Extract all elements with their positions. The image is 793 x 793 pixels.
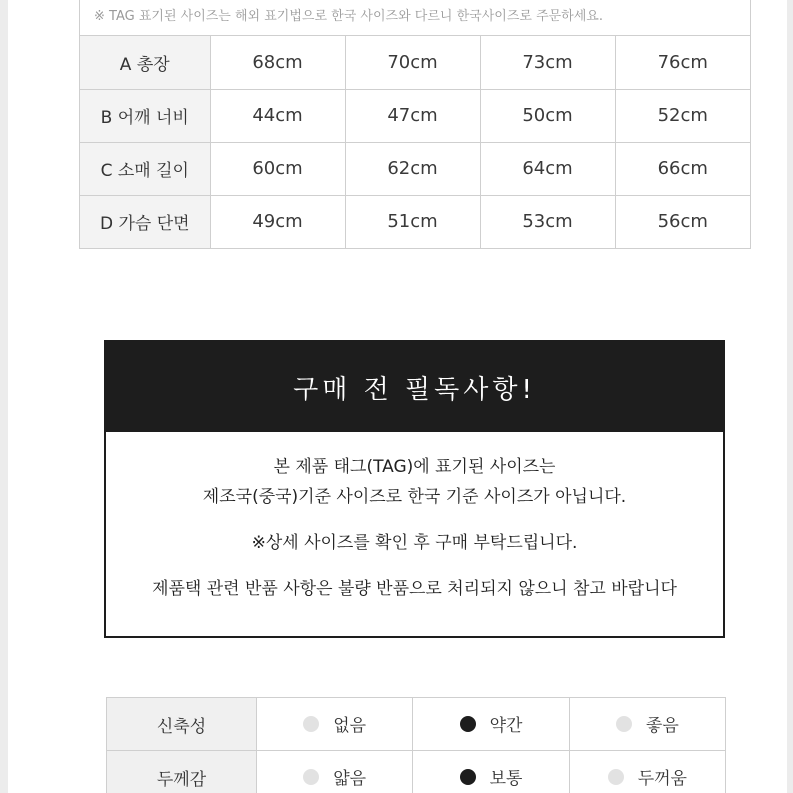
radio-dot-icon [303,716,319,732]
size-cell: 70cm [345,36,480,89]
size-cell: 76cm [615,36,750,89]
size-row-label: A 총장 [80,36,210,89]
size-note: ※ TAG 표기된 사이즈는 해외 표기법으로 한국 사이즈와 다르니 한국사이즈로 주문하세요. [80,0,750,36]
size-table [80,36,750,248]
table-row [107,698,726,751]
option-label: 보통 [489,769,523,790]
attribute-option [569,698,725,751]
radio-dot-icon [608,769,624,785]
option-label: 좋음 [645,716,679,737]
size-cell: 56cm [615,195,750,248]
radio-dot-selected-icon [460,769,476,785]
size-row-label: B 어깨 너비 [80,89,210,142]
notice-line: 본 제품 태그(TAG)에 표기된 사이즈는 [273,457,556,477]
size-cell: 51cm [345,195,480,248]
table-row [80,89,750,142]
table-row [80,36,750,89]
notice-title: 구매 전 필독사항! [106,342,723,432]
attribute-option [569,751,725,793]
option-label: 두꺼움 [637,769,687,790]
table-row [80,195,750,248]
size-row-label: D 가슴 단면 [80,195,210,248]
size-cell: 50cm [480,89,615,142]
size-cell: 53cm [480,195,615,248]
notice-line: 제품택 관련 반품 사항은 불량 반품으로 처리되지 않으니 참고 바랍니다 [152,579,677,599]
size-cell: 66cm [615,142,750,195]
attribute-option [413,698,569,751]
fabric-attribute-table [106,697,726,793]
notice-line: 제조국(중국)기준 사이즈로 한국 기준 사이즈가 아닙니다. [202,487,627,507]
size-cell: 73cm [480,36,615,89]
size-cell: 52cm [615,89,750,142]
option-label: 얇음 [333,769,367,790]
radio-dot-icon [616,716,632,732]
notice-body [106,432,723,604]
attribute-option [413,751,569,793]
size-chart [79,0,751,249]
table-row [80,142,750,195]
attribute-option [257,751,413,793]
size-cell: 64cm [480,142,615,195]
attribute-label: 신축성 [107,698,257,751]
radio-dot-icon [303,769,319,785]
radio-dot-selected-icon [460,716,476,732]
size-cell: 49cm [210,195,345,248]
table-row [107,751,726,793]
size-cell: 62cm [345,142,480,195]
size-cell: 47cm [345,89,480,142]
size-cell: 68cm [210,36,345,89]
option-label: 없음 [333,716,367,737]
option-label: 약간 [489,716,523,737]
attribute-option [257,698,413,751]
size-cell: 44cm [210,89,345,142]
size-row-label: C 소매 길이 [80,142,210,195]
page-margin-right [787,0,793,793]
notice-line: ※상세 사이즈를 확인 후 구매 부탁드립니다. [251,533,578,553]
page-margin-left [0,0,8,793]
purchase-notice-box [104,340,725,638]
attribute-label: 두께감 [107,751,257,793]
size-cell: 60cm [210,142,345,195]
